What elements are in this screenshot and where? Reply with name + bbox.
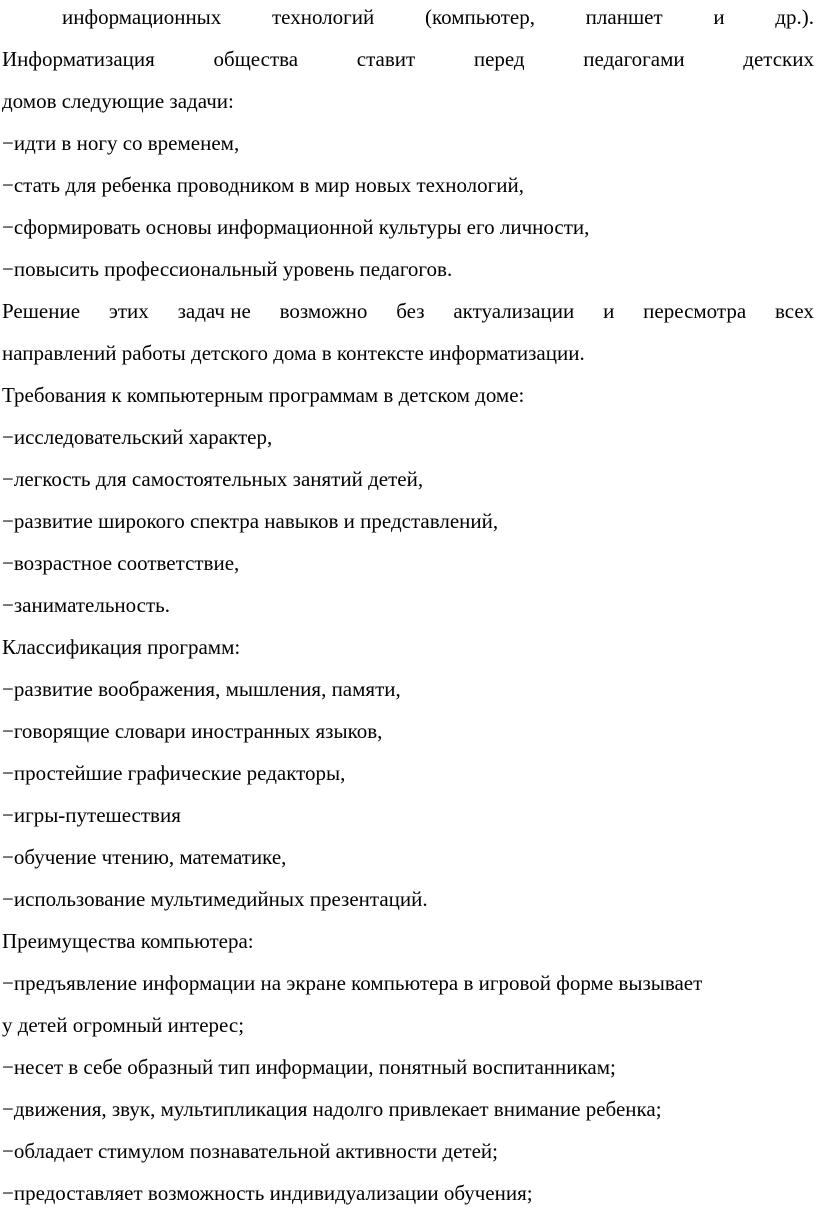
list-item-continuation: у детей огромный интерес; bbox=[2, 1013, 245, 1037]
word: ставит bbox=[356, 47, 416, 71]
paragraph-line-1 bbox=[62, 2, 814, 32]
list-item: −обладает стимулом познавательной активности детей; bbox=[2, 1139, 498, 1163]
list-item: −простейшие графические редакторы, bbox=[2, 761, 346, 785]
word: планшет bbox=[585, 5, 663, 29]
word: др.). bbox=[775, 5, 814, 29]
word: всех bbox=[775, 299, 814, 323]
list-item: −занимательность. bbox=[2, 593, 170, 617]
list-item: −предоставляет возможность индивидуализации обучения; bbox=[2, 1181, 533, 1205]
word: технологий bbox=[272, 5, 375, 29]
paragraph-line-2 bbox=[2, 44, 814, 74]
word: детских bbox=[743, 47, 814, 71]
list-item: −легкость для самостоятельных занятий детей, bbox=[2, 467, 424, 491]
section-heading: Классификация программ: bbox=[2, 635, 241, 659]
word: перед bbox=[473, 47, 525, 71]
list-item: −игры-путешествия bbox=[2, 803, 181, 827]
section-heading: Преимущества компьютера: bbox=[2, 929, 254, 953]
word: и bbox=[713, 5, 725, 29]
word: (компьютер, bbox=[424, 5, 535, 29]
list-item: −сформировать основы информационной культуры его личности, bbox=[2, 215, 590, 239]
list-item: −обучение чтению, математике, bbox=[2, 845, 287, 869]
word: Решение bbox=[2, 299, 81, 323]
word: без bbox=[396, 299, 425, 323]
section-heading: Требования к компьютерным программам в детском доме: bbox=[2, 383, 525, 407]
word: педагогами bbox=[583, 47, 685, 71]
list-item: −предъявление информации на экране компьютера в игровой форме вызывает bbox=[2, 971, 703, 995]
list-item: −использование мультимедийных презентаций. bbox=[2, 887, 428, 911]
list-item: −развитие широкого спектра навыков и представлений, bbox=[2, 509, 499, 533]
word: общества bbox=[213, 47, 299, 71]
word: актуализации bbox=[453, 299, 575, 323]
paragraph-line-8 bbox=[2, 296, 814, 326]
word: этих bbox=[108, 299, 149, 323]
list-item: −движения, звук, мультипликация надолго привлекает внимание ребенка; bbox=[2, 1097, 662, 1121]
word: возможно bbox=[279, 299, 368, 323]
list-item: −стать для ребенка проводником в мир новых технологий, bbox=[2, 173, 524, 197]
word: и bbox=[603, 299, 615, 323]
list-item: −несет в себе образный тип информации, понятный воспитанникам; bbox=[2, 1055, 616, 1079]
list-item: −повысить профессиональный уровень педагогов. bbox=[2, 257, 453, 281]
list-item: −возрастное соответствие, bbox=[2, 551, 240, 575]
paragraph-line-9: направлений работы детского дома в контексте информатизации. bbox=[2, 341, 585, 365]
word: Информатизация bbox=[2, 47, 155, 71]
word: информационных bbox=[62, 5, 222, 29]
list-item: −идти в ногу со временем, bbox=[2, 131, 240, 155]
paragraph-line-3: домов следующие задачи: bbox=[2, 89, 234, 113]
list-item: −развитие воображения, мышления, памяти, bbox=[2, 677, 401, 701]
word: задач не bbox=[177, 299, 251, 323]
word: пересмотра bbox=[643, 299, 747, 323]
list-item: −говорящие словари иностранных языков, bbox=[2, 719, 383, 743]
list-item: −исследовательский характер, bbox=[2, 425, 273, 449]
